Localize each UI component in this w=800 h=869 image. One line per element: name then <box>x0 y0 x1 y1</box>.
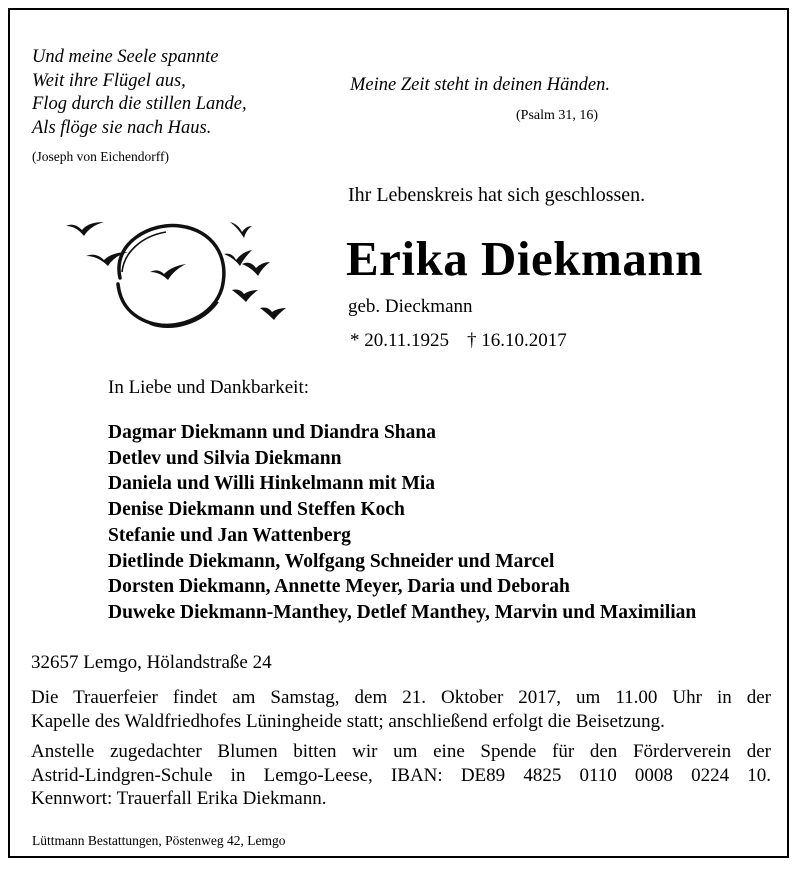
poem-author: (Joseph von Eichendorff) <box>32 149 169 164</box>
thanks-line: In Liebe und Dankbarkeit: <box>108 377 310 398</box>
mourners-list <box>108 420 696 626</box>
birth-date: * 20.11.1925 <box>350 330 450 351</box>
mourner-entry: Detlev und Silvia Diekmann <box>108 447 342 469</box>
mourner-entry: Stefanie und Jan Wattenberg <box>108 524 351 546</box>
mourner-entry: Duweke Diekmann-Manthey, Detlef Manthey, Marvin und Maximilian <box>108 601 697 623</box>
mourner-entry: Daniela und Willi Hinkelmann mit Mia <box>108 473 436 495</box>
funeral-info <box>31 686 771 733</box>
mourner-entry: Dagmar Diekmann und Diandra Shana <box>108 422 436 443</box>
poem-line: Flog durch die stillen Lande, <box>32 94 247 114</box>
address: 32657 Lemgo, Hölandstraße 24 <box>31 652 272 673</box>
funeral-info-line: Die Trauerfeier findet am Samstag, dem 21. Oktober 2017, um 11.00 Uhr in der <box>31 687 771 708</box>
mourner-entry: Dorsten Diekmann, Annette Meyer, Daria und Deborah <box>108 576 570 598</box>
funeral-info-line: Kapelle des Waldfriedhofes Lüningheide statt; anschließend erfolgt die Beisetzung. <box>31 710 665 732</box>
life-dates <box>350 330 567 352</box>
mourner-entry: Denise Diekmann und Steffen Koch <box>108 499 405 521</box>
donation-info <box>31 740 771 811</box>
deceased-name: Erika Diekmann <box>346 231 703 286</box>
maiden-name: geb. Dieckmann <box>348 296 473 317</box>
poem <box>32 46 247 140</box>
intro-line: Ihr Lebenskreis hat sich geschlossen. <box>348 184 646 206</box>
undertaker-info: Lüttmann Bestattungen, Pöstenweg 42, Lemgo <box>32 833 286 848</box>
death-date: † 16.10.2017 <box>467 330 567 351</box>
moon-with-flying-birds-icon <box>62 212 288 334</box>
donation-info-line: Kennwort: Trauerfall Erika Diekmann. <box>31 788 327 809</box>
donation-info-line: Anstelle zugedachter Blumen bitten wir um eine Spende für den Förderverein der <box>31 741 771 762</box>
donation-info-line: Astrid-Lindgren-Schule in Lemgo-Leese, IBAN: DE89 4825 0110 0008 0224 10. <box>31 764 771 786</box>
psalm-reference: (Psalm 31, 16) <box>516 108 599 123</box>
poem-line: Und meine Seele spannte <box>32 47 219 67</box>
mourner-entry: Dietlinde Diekmann, Wolfgang Schneider und Marcel <box>108 550 555 572</box>
poem-line: Als flöge sie nach Haus. <box>32 117 212 138</box>
poem-line: Weit ihre Flügel aus, <box>32 70 186 91</box>
psalm-quote: Meine Zeit steht in deinen Händen. <box>350 75 610 95</box>
